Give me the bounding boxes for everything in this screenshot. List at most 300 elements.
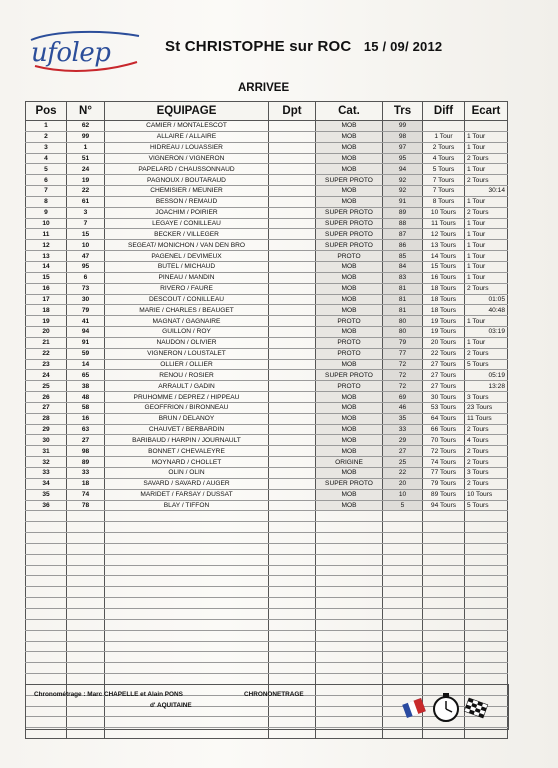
cell-cat: MOB: [316, 131, 383, 142]
column-header-trs: Trs: [383, 102, 423, 121]
cell-diff: 77 Tours: [423, 468, 465, 479]
cell-num: [67, 554, 105, 565]
cell-pos: [26, 630, 67, 641]
cell-cat: ORIGINE: [316, 457, 383, 468]
cell-cat: MOB: [316, 283, 383, 294]
cell-cat: SUPER PROTO: [316, 229, 383, 240]
cell-cat: MOB: [316, 153, 383, 164]
cell-cat: MOB: [316, 402, 383, 413]
cell-num: 99: [67, 131, 105, 142]
cell-dpt: [269, 240, 316, 251]
cell-diff: [423, 543, 465, 554]
cell-trs: [383, 630, 423, 641]
cell-diff: 15 Tours: [423, 261, 465, 272]
cell-equipage: CAMIER / MONTALESCOT: [105, 121, 269, 132]
cell-equipage: CHAUVET / BERBARDIN: [105, 424, 269, 435]
table-row: [26, 359, 508, 370]
cell-equipage: GEOFFRION / BIRONNEAU: [105, 402, 269, 413]
cell-trs: [383, 511, 423, 522]
cell-trs: 81: [383, 305, 423, 316]
cell-diff: 19 Tours: [423, 327, 465, 338]
cell-pos: 6: [26, 175, 67, 186]
cell-ecart: 05:19: [465, 370, 508, 381]
cell-dpt: [269, 619, 316, 630]
cell-equipage: OLLIER / OLLIER: [105, 359, 269, 370]
cell-diff: [423, 598, 465, 609]
cell-num: 59: [67, 348, 105, 359]
cell-pos: 21: [26, 337, 67, 348]
cell-num: [67, 576, 105, 587]
cell-cat: PROTO: [316, 337, 383, 348]
cell-trs: 46: [383, 402, 423, 413]
cell-num: 94: [67, 327, 105, 338]
cell-num: 30: [67, 294, 105, 305]
cell-dpt: [269, 251, 316, 262]
cell-num: 6: [67, 272, 105, 283]
cell-trs: 94: [383, 164, 423, 175]
cell-ecart: [465, 630, 508, 641]
table-row: [26, 305, 508, 316]
column-header-equipage: EQUIPAGE: [105, 102, 269, 121]
cell-diff: 66 Tours: [423, 424, 465, 435]
cell-ecart: [465, 543, 508, 554]
cell-pos: [26, 554, 67, 565]
cell-diff: [423, 608, 465, 619]
table-row: [26, 370, 508, 381]
cell-pos: [26, 576, 67, 587]
cell-trs: [383, 641, 423, 652]
cell-equipage: MARIE / CHARLES / BEAUGET: [105, 305, 269, 316]
table-row: [26, 229, 508, 240]
cell-pos: [26, 663, 67, 674]
cell-pos: 26: [26, 392, 67, 403]
cell-diff: 74 Tours: [423, 457, 465, 468]
cell-ecart: 2 Tours: [465, 283, 508, 294]
cell-ecart: 13:28: [465, 381, 508, 392]
cell-trs: 86: [383, 240, 423, 251]
cell-diff: [423, 511, 465, 522]
cell-equipage: SEGEAT/ MONICHON / VAN DEN BRO: [105, 240, 269, 251]
cell-trs: 35: [383, 413, 423, 424]
cell-equipage: VIGNERON / LOUSTALET: [105, 348, 269, 359]
cell-pos: 30: [26, 435, 67, 446]
cell-cat: MOB: [316, 392, 383, 403]
cell-num: [67, 619, 105, 630]
cell-pos: [26, 522, 67, 533]
cell-equipage: PAGNOUX / BOUTARAUD: [105, 175, 269, 186]
cell-cat: MOB: [316, 359, 383, 370]
cell-ecart: 4 Tours: [465, 435, 508, 446]
cell-num: 38: [67, 381, 105, 392]
cell-num: 10: [67, 240, 105, 251]
cell-diff: [423, 630, 465, 641]
cell-pos: 20: [26, 327, 67, 338]
cell-trs: 87: [383, 229, 423, 240]
cell-equipage: [105, 511, 269, 522]
cell-ecart: 1 Tour: [465, 164, 508, 175]
cell-ecart: 2 Tours: [465, 153, 508, 164]
cell-diff: 64 Tours: [423, 413, 465, 424]
table-row: [26, 468, 508, 479]
cell-cat: MOB: [316, 186, 383, 197]
cell-cat: MOB: [316, 305, 383, 316]
cell-dpt: [269, 348, 316, 359]
cell-ecart: [465, 511, 508, 522]
cell-num: 33: [67, 468, 105, 479]
cell-dpt: [269, 576, 316, 587]
cell-num: 14: [67, 359, 105, 370]
cell-dpt: [269, 511, 316, 522]
table-row: [26, 283, 508, 294]
cell-num: 51: [67, 153, 105, 164]
cell-ecart: 2 Tours: [465, 348, 508, 359]
cell-pos: 34: [26, 478, 67, 489]
cell-diff: 79 Tours: [423, 478, 465, 489]
cell-equipage: ALLAIRE / ALLAIRE: [105, 131, 269, 142]
empty-row: [26, 663, 508, 674]
cell-ecart: [465, 652, 508, 663]
cell-trs: 20: [383, 478, 423, 489]
cell-dpt: [269, 478, 316, 489]
cell-ecart: 2 Tours: [465, 424, 508, 435]
cell-trs: 27: [383, 446, 423, 457]
table-row: [26, 196, 508, 207]
cell-ecart: 2 Tours: [465, 207, 508, 218]
table-row: [26, 327, 508, 338]
cell-ecart: 2 Tours: [465, 478, 508, 489]
cell-equipage: BUTEL / MICHAUD: [105, 261, 269, 272]
cell-cat: SUPER PROTO: [316, 370, 383, 381]
cell-trs: [383, 565, 423, 576]
cell-ecart: [465, 641, 508, 652]
cell-dpt: [269, 196, 316, 207]
cell-equipage: PRUHOMME / DEPREZ / HIPPEAU: [105, 392, 269, 403]
cell-cat: MOB: [316, 196, 383, 207]
cell-pos: [26, 587, 67, 598]
cell-equipage: [105, 554, 269, 565]
cell-pos: [26, 511, 67, 522]
cell-equipage: HIDREAU / LOUASSIER: [105, 142, 269, 153]
cell-dpt: [269, 457, 316, 468]
cell-num: 65: [67, 370, 105, 381]
empty-row: [26, 511, 508, 522]
cell-pos: 16: [26, 283, 67, 294]
cell-num: [67, 533, 105, 544]
cell-pos: 3: [26, 142, 67, 153]
cell-pos: 32: [26, 457, 67, 468]
cell-num: [67, 663, 105, 674]
empty-row: [26, 652, 508, 663]
table-row: [26, 294, 508, 305]
cell-pos: [26, 619, 67, 630]
cell-trs: 97: [383, 142, 423, 153]
cell-diff: 53 Tours: [423, 402, 465, 413]
cell-cat: [316, 652, 383, 663]
cell-trs: [383, 608, 423, 619]
cell-dpt: [269, 327, 316, 338]
cell-cat: MOB: [316, 500, 383, 511]
table-row: [26, 175, 508, 186]
cell-cat: SUPER PROTO: [316, 240, 383, 251]
cell-cat: [316, 576, 383, 587]
empty-row: [26, 522, 508, 533]
table-row: [26, 153, 508, 164]
cell-num: [67, 598, 105, 609]
cell-num: 91: [67, 337, 105, 348]
cell-diff: 22 Tours: [423, 348, 465, 359]
cell-pos: 35: [26, 489, 67, 500]
cell-dpt: [269, 175, 316, 186]
cell-equipage: OLIN / OLIN: [105, 468, 269, 479]
cell-cat: [316, 554, 383, 565]
cell-cat: PROTO: [316, 251, 383, 262]
cell-equipage: LEGAYE / CONILLEAU: [105, 218, 269, 229]
cell-ecart: [465, 619, 508, 630]
cell-num: 62: [67, 121, 105, 132]
cell-ecart: [465, 565, 508, 576]
ufolep-logo: [25, 28, 143, 74]
cell-cat: [316, 522, 383, 533]
empty-row: [26, 598, 508, 609]
cell-dpt: [269, 543, 316, 554]
cell-trs: 81: [383, 283, 423, 294]
cell-pos: 14: [26, 261, 67, 272]
column-header-ecart: Ecart: [465, 102, 508, 121]
cell-ecart: [465, 587, 508, 598]
cell-num: 79: [67, 305, 105, 316]
cell-pos: [26, 608, 67, 619]
empty-row: [26, 554, 508, 565]
cell-trs: 84: [383, 261, 423, 272]
table-row: [26, 272, 508, 283]
cell-diff: 94 Tours: [423, 500, 465, 511]
table-row: [26, 478, 508, 489]
table-row: [26, 435, 508, 446]
cell-dpt: [269, 663, 316, 674]
results-table: [25, 101, 508, 739]
cell-diff: 7 Tours: [423, 186, 465, 197]
cell-diff: [423, 641, 465, 652]
table-row: [26, 402, 508, 413]
column-header-cat: Cat.: [316, 102, 383, 121]
cell-diff: [423, 522, 465, 533]
timing-credit: Chronométrage : Marc CHAPELLE et Alain PONS: [34, 691, 183, 698]
table-row: [26, 381, 508, 392]
cell-trs: [383, 619, 423, 630]
table-row: [26, 261, 508, 272]
cell-dpt: [269, 370, 316, 381]
empty-row: [26, 543, 508, 554]
cell-dpt: [269, 381, 316, 392]
stopwatch-flags-icon: [402, 683, 492, 727]
table-row: [26, 337, 508, 348]
table-row: [26, 131, 508, 142]
cell-ecart: 23 Tours: [465, 402, 508, 413]
cell-diff: 12 Tours: [423, 229, 465, 240]
cell-trs: [383, 522, 423, 533]
cell-trs: 89: [383, 207, 423, 218]
cell-equipage: [105, 619, 269, 630]
cell-num: 27: [67, 435, 105, 446]
cell-pos: 25: [26, 381, 67, 392]
cell-dpt: [269, 316, 316, 327]
cell-num: 47: [67, 251, 105, 262]
cell-cat: MOB: [316, 261, 383, 272]
cell-diff: [423, 554, 465, 565]
cell-pos: [26, 652, 67, 663]
cell-num: [67, 608, 105, 619]
cell-diff: [423, 576, 465, 587]
cell-diff: 27 Tours: [423, 370, 465, 381]
empty-row: [26, 533, 508, 544]
cell-ecart: 5 Tours: [465, 500, 508, 511]
cell-num: [67, 587, 105, 598]
cell-ecart: [465, 608, 508, 619]
cell-dpt: [269, 294, 316, 305]
cell-ecart: [465, 598, 508, 609]
cell-equipage: [105, 674, 269, 685]
table-row: [26, 424, 508, 435]
cell-ecart: 1 Tour: [465, 229, 508, 240]
cell-ecart: 1 Tour: [465, 131, 508, 142]
table-row: [26, 121, 508, 132]
column-header-pos: Pos: [26, 102, 67, 121]
cell-dpt: [269, 587, 316, 598]
cell-diff: 11 Tours: [423, 218, 465, 229]
table-row: [26, 316, 508, 327]
table-header-row: [26, 102, 508, 121]
cell-ecart: [465, 533, 508, 544]
cell-equipage: [105, 598, 269, 609]
cell-equipage: RENOU / ROSIER: [105, 370, 269, 381]
cell-dpt: [269, 142, 316, 153]
cell-ecart: 3 Tours: [465, 468, 508, 479]
cell-cat: [316, 674, 383, 685]
cell-ecart: 11 Tours: [465, 413, 508, 424]
cell-equipage: MOYNARD / CHOLLET: [105, 457, 269, 468]
cell-trs: 92: [383, 175, 423, 186]
cell-dpt: [269, 424, 316, 435]
cell-dpt: [269, 402, 316, 413]
column-header-diff: Diff: [423, 102, 465, 121]
cell-diff: 14 Tours: [423, 251, 465, 262]
cell-equipage: BECKER / VILLEGER: [105, 229, 269, 240]
cell-cat: MOB: [316, 435, 383, 446]
cell-ecart: 1 Tour: [465, 272, 508, 283]
cell-diff: 18 Tours: [423, 305, 465, 316]
cell-trs: 95: [383, 153, 423, 164]
results-body: [26, 121, 508, 739]
cell-cat: PROTO: [316, 316, 383, 327]
cell-num: 41: [67, 316, 105, 327]
footer-box: [25, 684, 509, 730]
cell-diff: 18 Tours: [423, 283, 465, 294]
table-row: [26, 240, 508, 251]
cell-ecart: [465, 522, 508, 533]
cell-trs: 72: [383, 359, 423, 370]
cell-diff: 18 Tours: [423, 294, 465, 305]
cell-pos: 11: [26, 229, 67, 240]
cell-diff: [423, 619, 465, 630]
cell-pos: 36: [26, 500, 67, 511]
cell-ecart: 01:05: [465, 294, 508, 305]
cell-trs: 88: [383, 218, 423, 229]
cell-diff: 27 Tours: [423, 381, 465, 392]
cell-num: 98: [67, 446, 105, 457]
table-row: [26, 218, 508, 229]
empty-row: [26, 565, 508, 576]
cell-cat: MOB: [316, 142, 383, 153]
cell-cat: MOB: [316, 164, 383, 175]
cell-num: 16: [67, 413, 105, 424]
cell-cat: SUPER PROTO: [316, 207, 383, 218]
cell-diff: 30 Tours: [423, 392, 465, 403]
cell-num: [67, 630, 105, 641]
cell-dpt: [269, 468, 316, 479]
cell-trs: [383, 533, 423, 544]
cell-trs: 98: [383, 131, 423, 142]
cell-trs: 81: [383, 294, 423, 305]
cell-equipage: JOACHIM / POIRIER: [105, 207, 269, 218]
cell-pos: 29: [26, 424, 67, 435]
cell-ecart: [465, 663, 508, 674]
cell-pos: 27: [26, 402, 67, 413]
cell-num: 18: [67, 478, 105, 489]
cell-pos: 19: [26, 316, 67, 327]
cell-ecart: [465, 576, 508, 587]
cell-num: 3: [67, 207, 105, 218]
cell-equipage: GUILLON / ROY: [105, 327, 269, 338]
cell-equipage: [105, 630, 269, 641]
cell-dpt: [269, 207, 316, 218]
cell-pos: 9: [26, 207, 67, 218]
cell-dpt: [269, 652, 316, 663]
cell-num: [67, 522, 105, 533]
cell-dpt: [269, 131, 316, 142]
cell-num: [67, 511, 105, 522]
cell-ecart: 1 Tour: [465, 261, 508, 272]
cell-equipage: BESSON / REMAUD: [105, 196, 269, 207]
cell-ecart: 2 Tours: [465, 175, 508, 186]
cell-num: 7: [67, 218, 105, 229]
empty-row: [26, 576, 508, 587]
cell-dpt: [269, 565, 316, 576]
cell-cat: [316, 587, 383, 598]
cell-diff: 1 Tour: [423, 131, 465, 142]
cell-diff: [423, 121, 465, 132]
cell-dpt: [269, 392, 316, 403]
cell-ecart: 2 Tours: [465, 457, 508, 468]
cell-trs: 91: [383, 196, 423, 207]
cell-num: 15: [67, 229, 105, 240]
cell-equipage: RIVERO / FAURE: [105, 283, 269, 294]
cell-diff: [423, 565, 465, 576]
cell-num: 63: [67, 424, 105, 435]
cell-dpt: [269, 630, 316, 641]
cell-equipage: BRUN / DELANOY: [105, 413, 269, 424]
cell-diff: [423, 652, 465, 663]
table-row: [26, 446, 508, 457]
cell-equipage: PINEAU / MANDIN: [105, 272, 269, 283]
cell-cat: MOB: [316, 468, 383, 479]
event-name: St CHRISTOPHE sur ROC: [165, 38, 352, 55]
cell-equipage: [105, 652, 269, 663]
cell-diff: 5 Tours: [423, 164, 465, 175]
cell-num: 89: [67, 457, 105, 468]
page-subtitle: ARRIVEE: [238, 82, 290, 94]
table-row: [26, 348, 508, 359]
cell-cat: MOB: [316, 294, 383, 305]
